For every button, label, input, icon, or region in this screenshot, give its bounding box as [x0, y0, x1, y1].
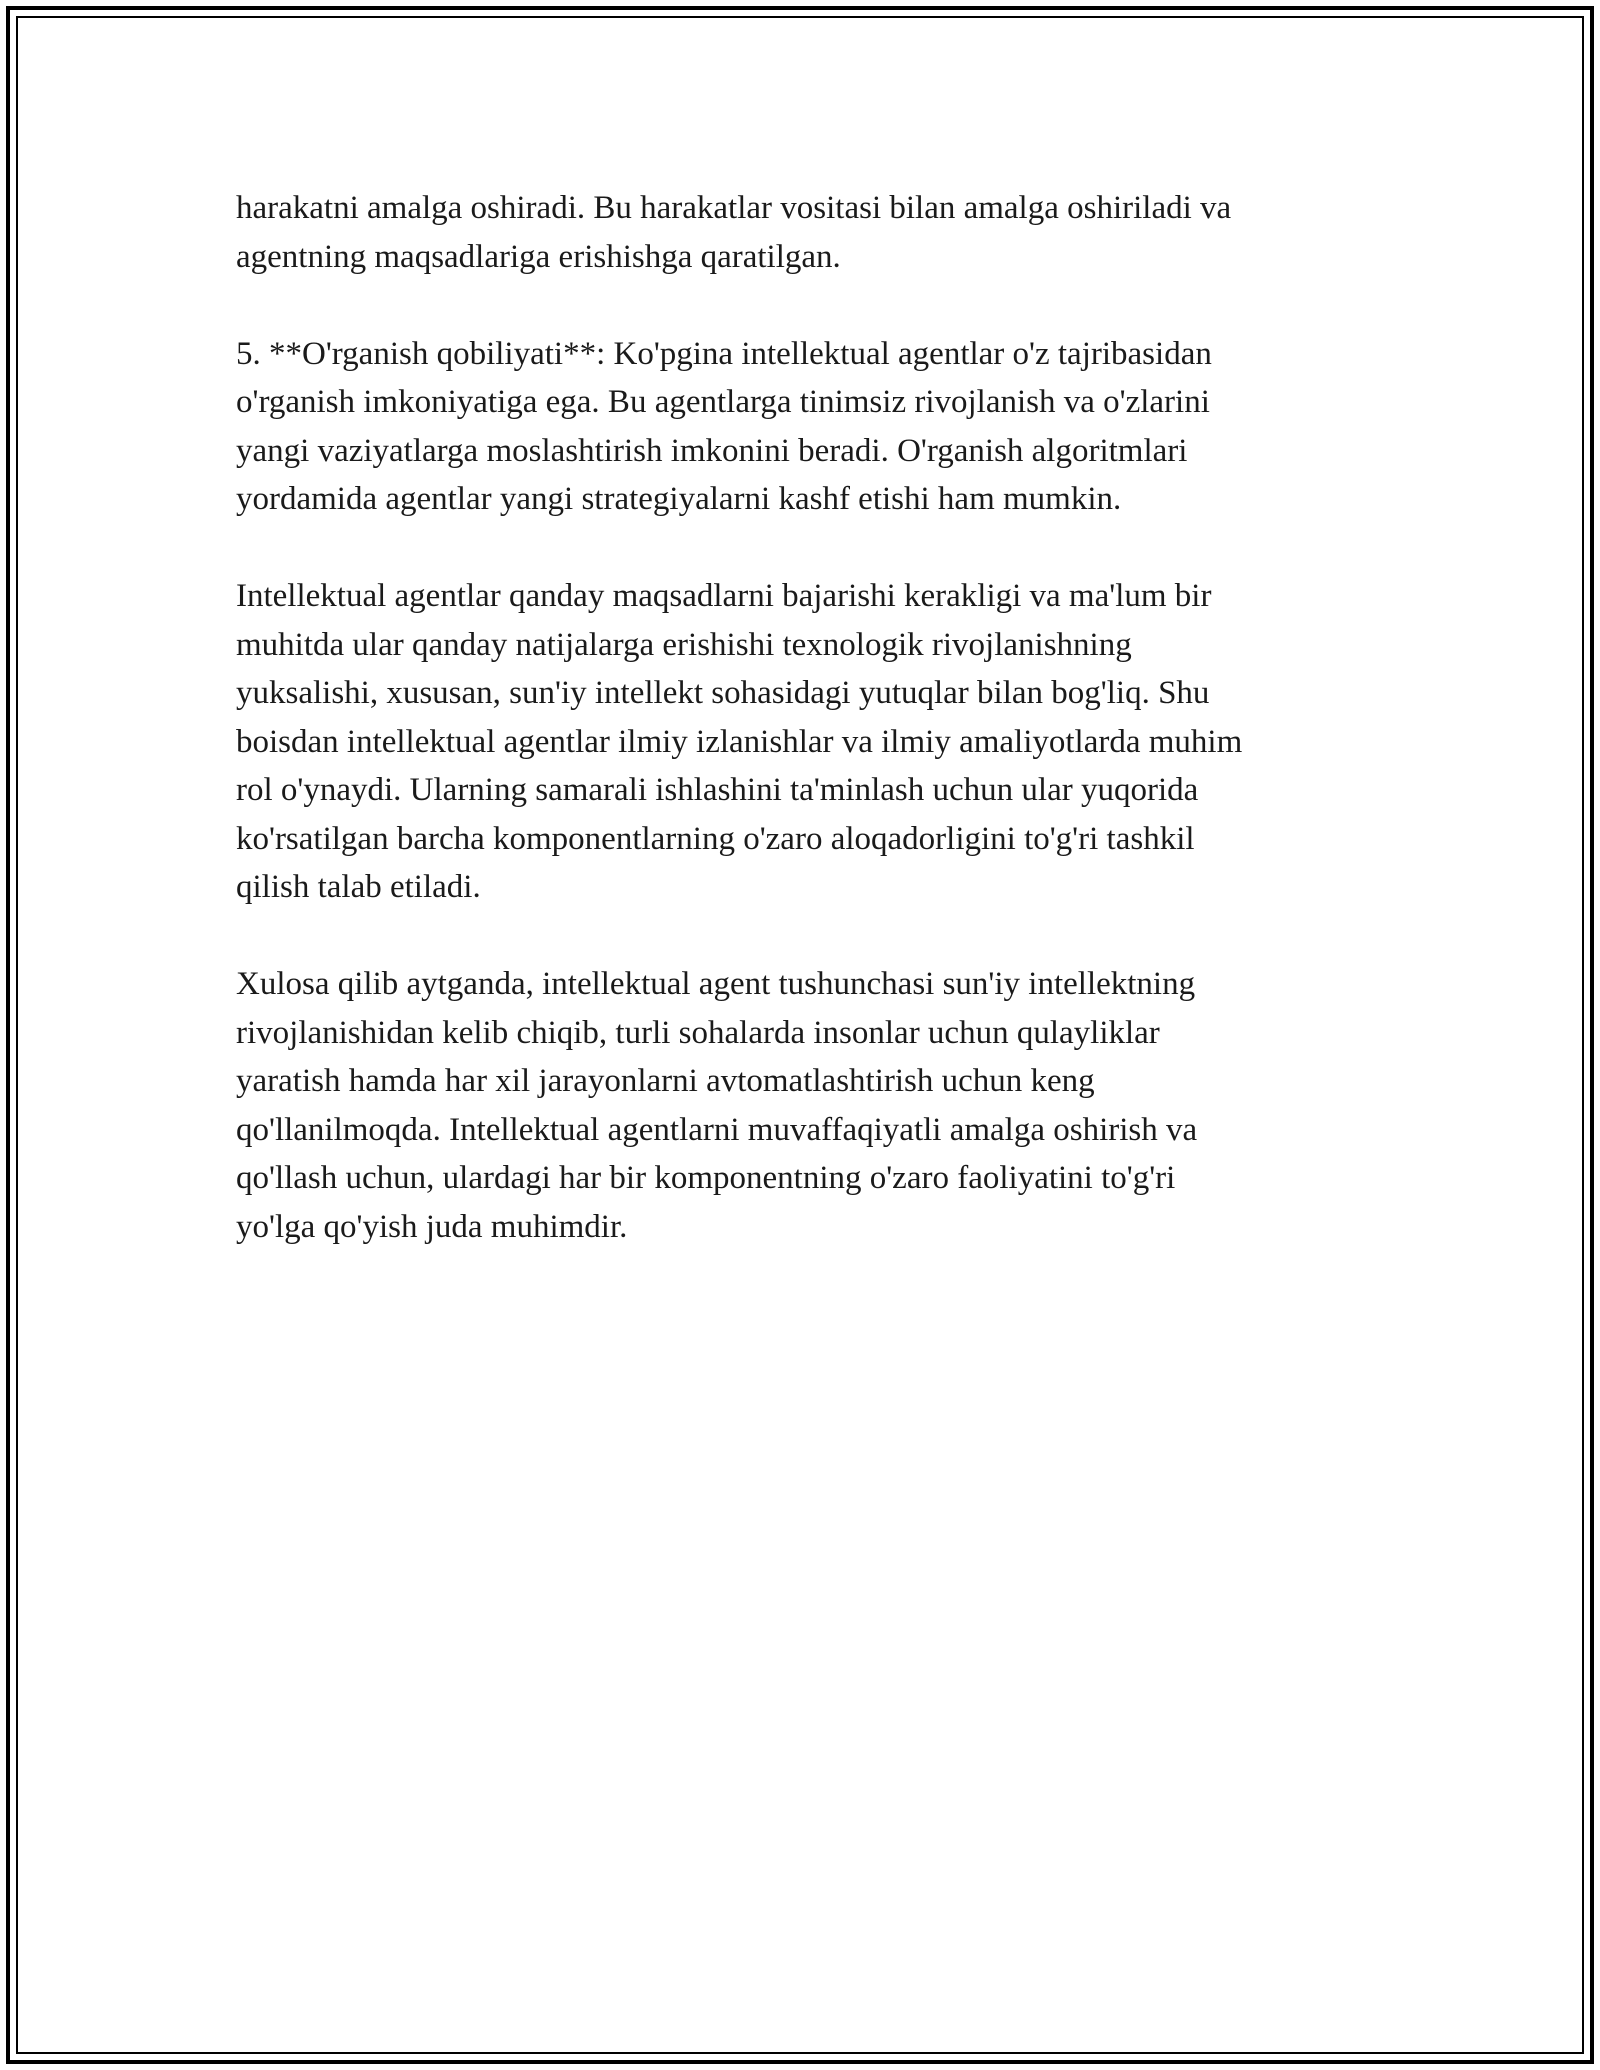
text-line: 5. **O'rganish qobiliyati**: Ko'pgina intellektual agentlar o'z tajribasidan	[236, 335, 1212, 372]
paragraph-action-continuation	[236, 184, 1366, 281]
text-line: boisdan intellektual agentlar ilmiy izlanishlar va ilmiy amaliyotlarda muhim	[236, 723, 1243, 760]
text-line: yaratish hamda har xil jarayonlarni avtomatlashtirish uchun keng	[236, 1063, 1095, 1099]
paragraph-conclusion	[236, 960, 1366, 1251]
text-line: harakatni amalga oshiradi. Bu harakatlar vositasi bilan amalga oshiriladi va	[236, 190, 1232, 226]
text-line: qo'llanilmoqda. Intellektual agentlarni muvaffaqiyatli amalga oshirish va	[236, 1111, 1198, 1148]
text-line: Xulosa qilib aytganda, intellektual agent tushunchasi sun'iy intellektning	[236, 966, 1196, 1002]
paragraph-goals	[236, 572, 1366, 912]
text-line: yuksalishi, xususan, sun'iy intellekt sohasidagi yutuqlar bilan bog'liq. Shu	[236, 675, 1210, 711]
text-line: o'rganish imkoniyatiga ega. Bu agentlarga tinimsiz rivojlanish va o'zlarini	[236, 384, 1210, 420]
text-line: agentning maqsadlariga erishishga qaratilgan.	[236, 238, 841, 275]
text-line: Intellektual agentlar qanday maqsadlarni bajarishi kerakligi va ma'lum bir	[236, 578, 1212, 614]
text-line: rivojlanishidan kelib chiqib, turli sohalarda insonlar uchun qulayliklar	[236, 1014, 1160, 1051]
text-line: qilish talab etiladi.	[236, 869, 481, 905]
text-line: qo'llash uchun, ulardagi har bir komponentning o'zaro faoliyatini to'g'ri	[236, 1160, 1176, 1196]
text-line: yordamida agentlar yangi strategiyalarni kashf etishi ham mumkin.	[236, 481, 1122, 517]
paragraph-learning-ability	[236, 330, 1366, 524]
document-body	[236, 184, 1366, 1300]
text-line: muhitda ular qanday natijalarga erishishi texnologik rivojlanishning	[236, 626, 1132, 663]
text-line: yangi vaziyatlarga moslashtirish imkonini beradi. O'rganish algoritmlari	[236, 432, 1188, 469]
text-line: rol o'ynaydi. Ularning samarali ishlashini ta'minlash uchun ular yuqorida	[236, 772, 1199, 808]
text-line: yo'lga qo'yish juda muhimdir.	[236, 1208, 628, 1245]
text-line: ko'rsatilgan barcha komponentlarning o'zaro aloqadorligini to'g'ri tashkil	[236, 820, 1195, 857]
